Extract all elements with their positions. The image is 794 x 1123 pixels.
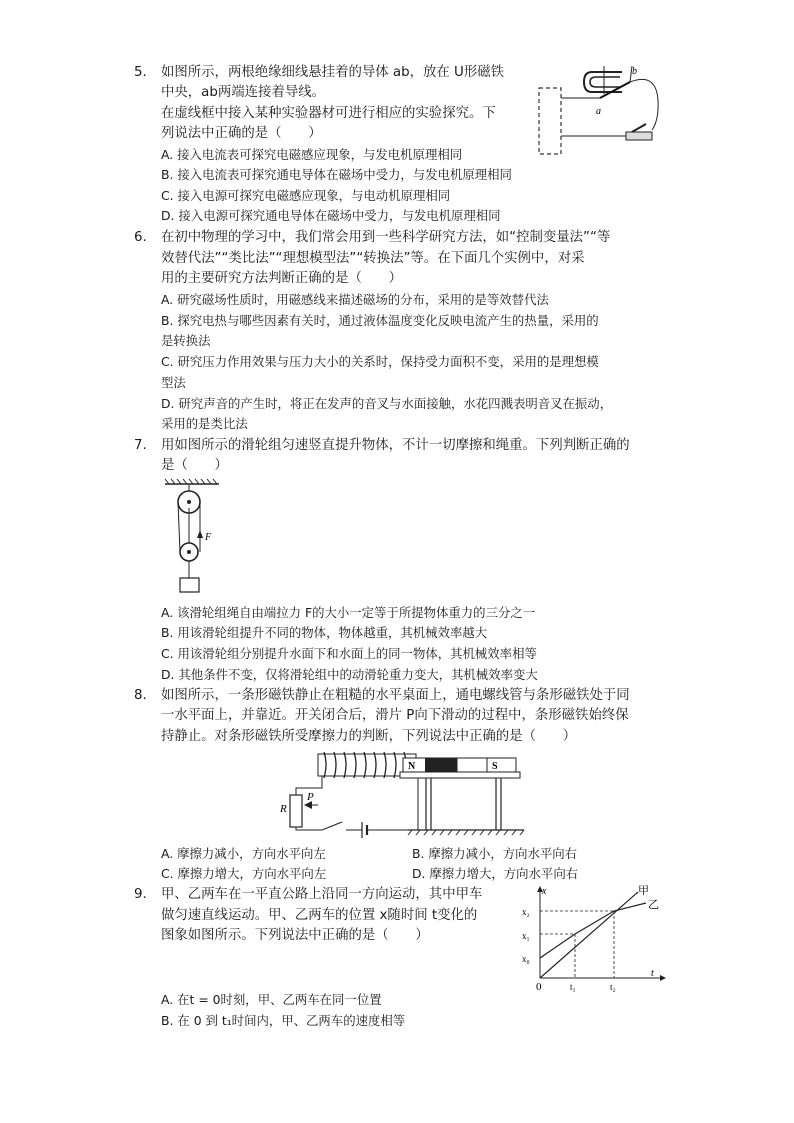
- q9-stem-line-3: 图象如图所示。下列说法中正确的是（ ）: [161, 928, 429, 943]
- q8-figure-solenoid-magnet: [278, 750, 528, 835]
- q8-option-c: C. 摩擦力增大，方向水平向左: [161, 866, 327, 881]
- q7-option-a: A. 该滑轮组绳自由端拉力 F的大小一定等于所提物体重力的三分之一: [161, 605, 536, 620]
- q6-option-d-line-2: 采用的是类比法: [161, 416, 248, 431]
- q5-option-b: B. 接入电流表可探究通电导体在磁场中受力，与发电机原理相同: [161, 167, 512, 182]
- q9-number: 9.: [134, 887, 147, 902]
- q8-label-P: P: [307, 791, 314, 803]
- q5-number: 5.: [134, 65, 147, 80]
- q5-stem-line-3: 在虚线框中接入某种实验器材可进行相应的实验探究。下: [161, 106, 496, 121]
- q7-label-F: F: [205, 532, 212, 543]
- q7-option-b: B. 用该滑轮组提升不同的物体，物体越重，其机械效率越大: [161, 625, 488, 640]
- q8-label-N: N: [408, 761, 416, 772]
- q7-option-d: D. 其他条件不变，仅将滑轮组中的动滑轮重力变大，其机械效率变大: [161, 667, 538, 682]
- q8-option-a: A. 摩擦力减小，方向水平向左: [161, 846, 326, 861]
- q9-label-yi: 乙: [648, 899, 659, 911]
- q5-stem-line-1: 如图所示，两根绝缘细线悬挂着的导体 ab，放在 U形磁铁: [161, 65, 505, 80]
- q5-stem-line-4: 列说法中正确的是（ ）: [161, 126, 322, 141]
- q6-stem-line-3: 用的主要研究方法判断正确的是（ ）: [161, 271, 403, 286]
- q6-number: 6.: [134, 230, 147, 245]
- q6-option-c-line-1: C. 研究压力作用效果与压力大小的关系时，保持受力面积不变，采用的是理想模: [161, 354, 599, 369]
- q7-option-c: C. 用该滑轮组分别提升水面下和水面上的同一物体，其机械效率相等: [161, 646, 537, 661]
- q5-option-d: D. 接入电源可探究通电导体在磁场中受力，与发电机原理相同: [161, 208, 501, 223]
- q8-stem-line-3: 持静止。对条形磁铁所受摩擦力的判断，下列说法中正确的是（ ）: [161, 729, 577, 744]
- q8-number: 8.: [134, 688, 147, 703]
- q6-option-b-line-1: B. 探究电热与哪些因素有关时，通过液体温度变化反映电流产生的热量，采用的: [161, 313, 599, 328]
- q9-stem-line-1: 甲、乙两车在一平直公路上沿同一方向运动，其中甲车: [161, 887, 483, 902]
- q6-stem-line-1: 在初中物理的学习中，我们常会用到一些科学研究方法，如“控制变量法”“等: [161, 230, 611, 245]
- q7-figure-pulley-system: [163, 478, 223, 598]
- q9-option-a: A. 在t = 0时刻，甲、乙两车在同一位置: [161, 992, 382, 1007]
- q6-option-a: A. 研究磁场性质时，用磁感线来描述磁场的分布，采用的是等效替代法: [161, 292, 549, 307]
- q8-label-S: S: [492, 761, 498, 772]
- q6-stem-line-2: 效替代法”“类比法”“理想模型法”“转换法”等。在下面几个实例中，对采: [161, 251, 585, 266]
- q9-origin: 0: [536, 981, 542, 993]
- q5-stem-line-2: 中央，ab两端连接着导线。: [161, 85, 326, 100]
- q7-stem-line-2: 是（ ）: [161, 458, 228, 473]
- q8-option-b: B. 摩擦力减小，方向水平向右: [412, 846, 578, 861]
- q8-stem-line-2: 一水平面上，并靠近。开关闭合后，滑片 P向下滑动的过程中，条形磁铁始终保: [161, 708, 629, 723]
- q6-option-d-line-1: D. 研究声音的产生时，将正在发声的音叉与水面接触，水花四溅表明音叉在振动，: [161, 396, 613, 411]
- q6-option-c-line-2: 型法: [161, 375, 186, 390]
- q5-option-a: A. 接入电流表可探究电磁感应现象，与发电机原理相同: [161, 147, 463, 162]
- q8-label-R: R: [280, 803, 287, 815]
- q5-figure-magnet-circuit: [534, 60, 669, 158]
- q9-label-x1: x₁: [522, 931, 530, 941]
- q9-axis-t: t: [651, 968, 654, 979]
- q9-option-b: B. 在 0 到 t₁时间内，甲、乙两车的速度相等: [161, 1013, 406, 1028]
- q9-figure-position-time-graph: [520, 884, 670, 994]
- q7-stem-line-1: 用如图所示的滑轮组匀速竖直提升物体，不计一切摩擦和绳重。下列判断正确的: [161, 438, 630, 453]
- q9-label-jia: 甲: [638, 885, 649, 897]
- q9-label-x2: x₂: [522, 907, 530, 917]
- q5-label-b: b: [632, 66, 637, 77]
- q7-number: 7.: [134, 438, 147, 453]
- q9-stem-line-2: 做匀速直线运动。甲、乙两车的位置 x随时间 t变化的: [161, 908, 478, 923]
- q8-option-d: D. 摩擦力增大，方向水平向右: [412, 866, 579, 881]
- q8-stem-line-1: 如图所示，一条形磁铁静止在粗糙的水平桌面上，通电螺线管与条形磁铁处于同: [161, 688, 630, 703]
- q9-label-t1: t₁: [570, 982, 576, 992]
- q5-option-c: C. 接入电源可探究电磁感应现象，与电动机原理相同: [161, 188, 451, 203]
- q5-label-a: a: [596, 106, 601, 117]
- q9-label-x0: x₀: [522, 954, 530, 964]
- q9-label-t2: t₂: [610, 982, 616, 992]
- q9-axis-x: x: [542, 886, 547, 897]
- q6-option-b-line-2: 是转换法: [161, 333, 211, 348]
